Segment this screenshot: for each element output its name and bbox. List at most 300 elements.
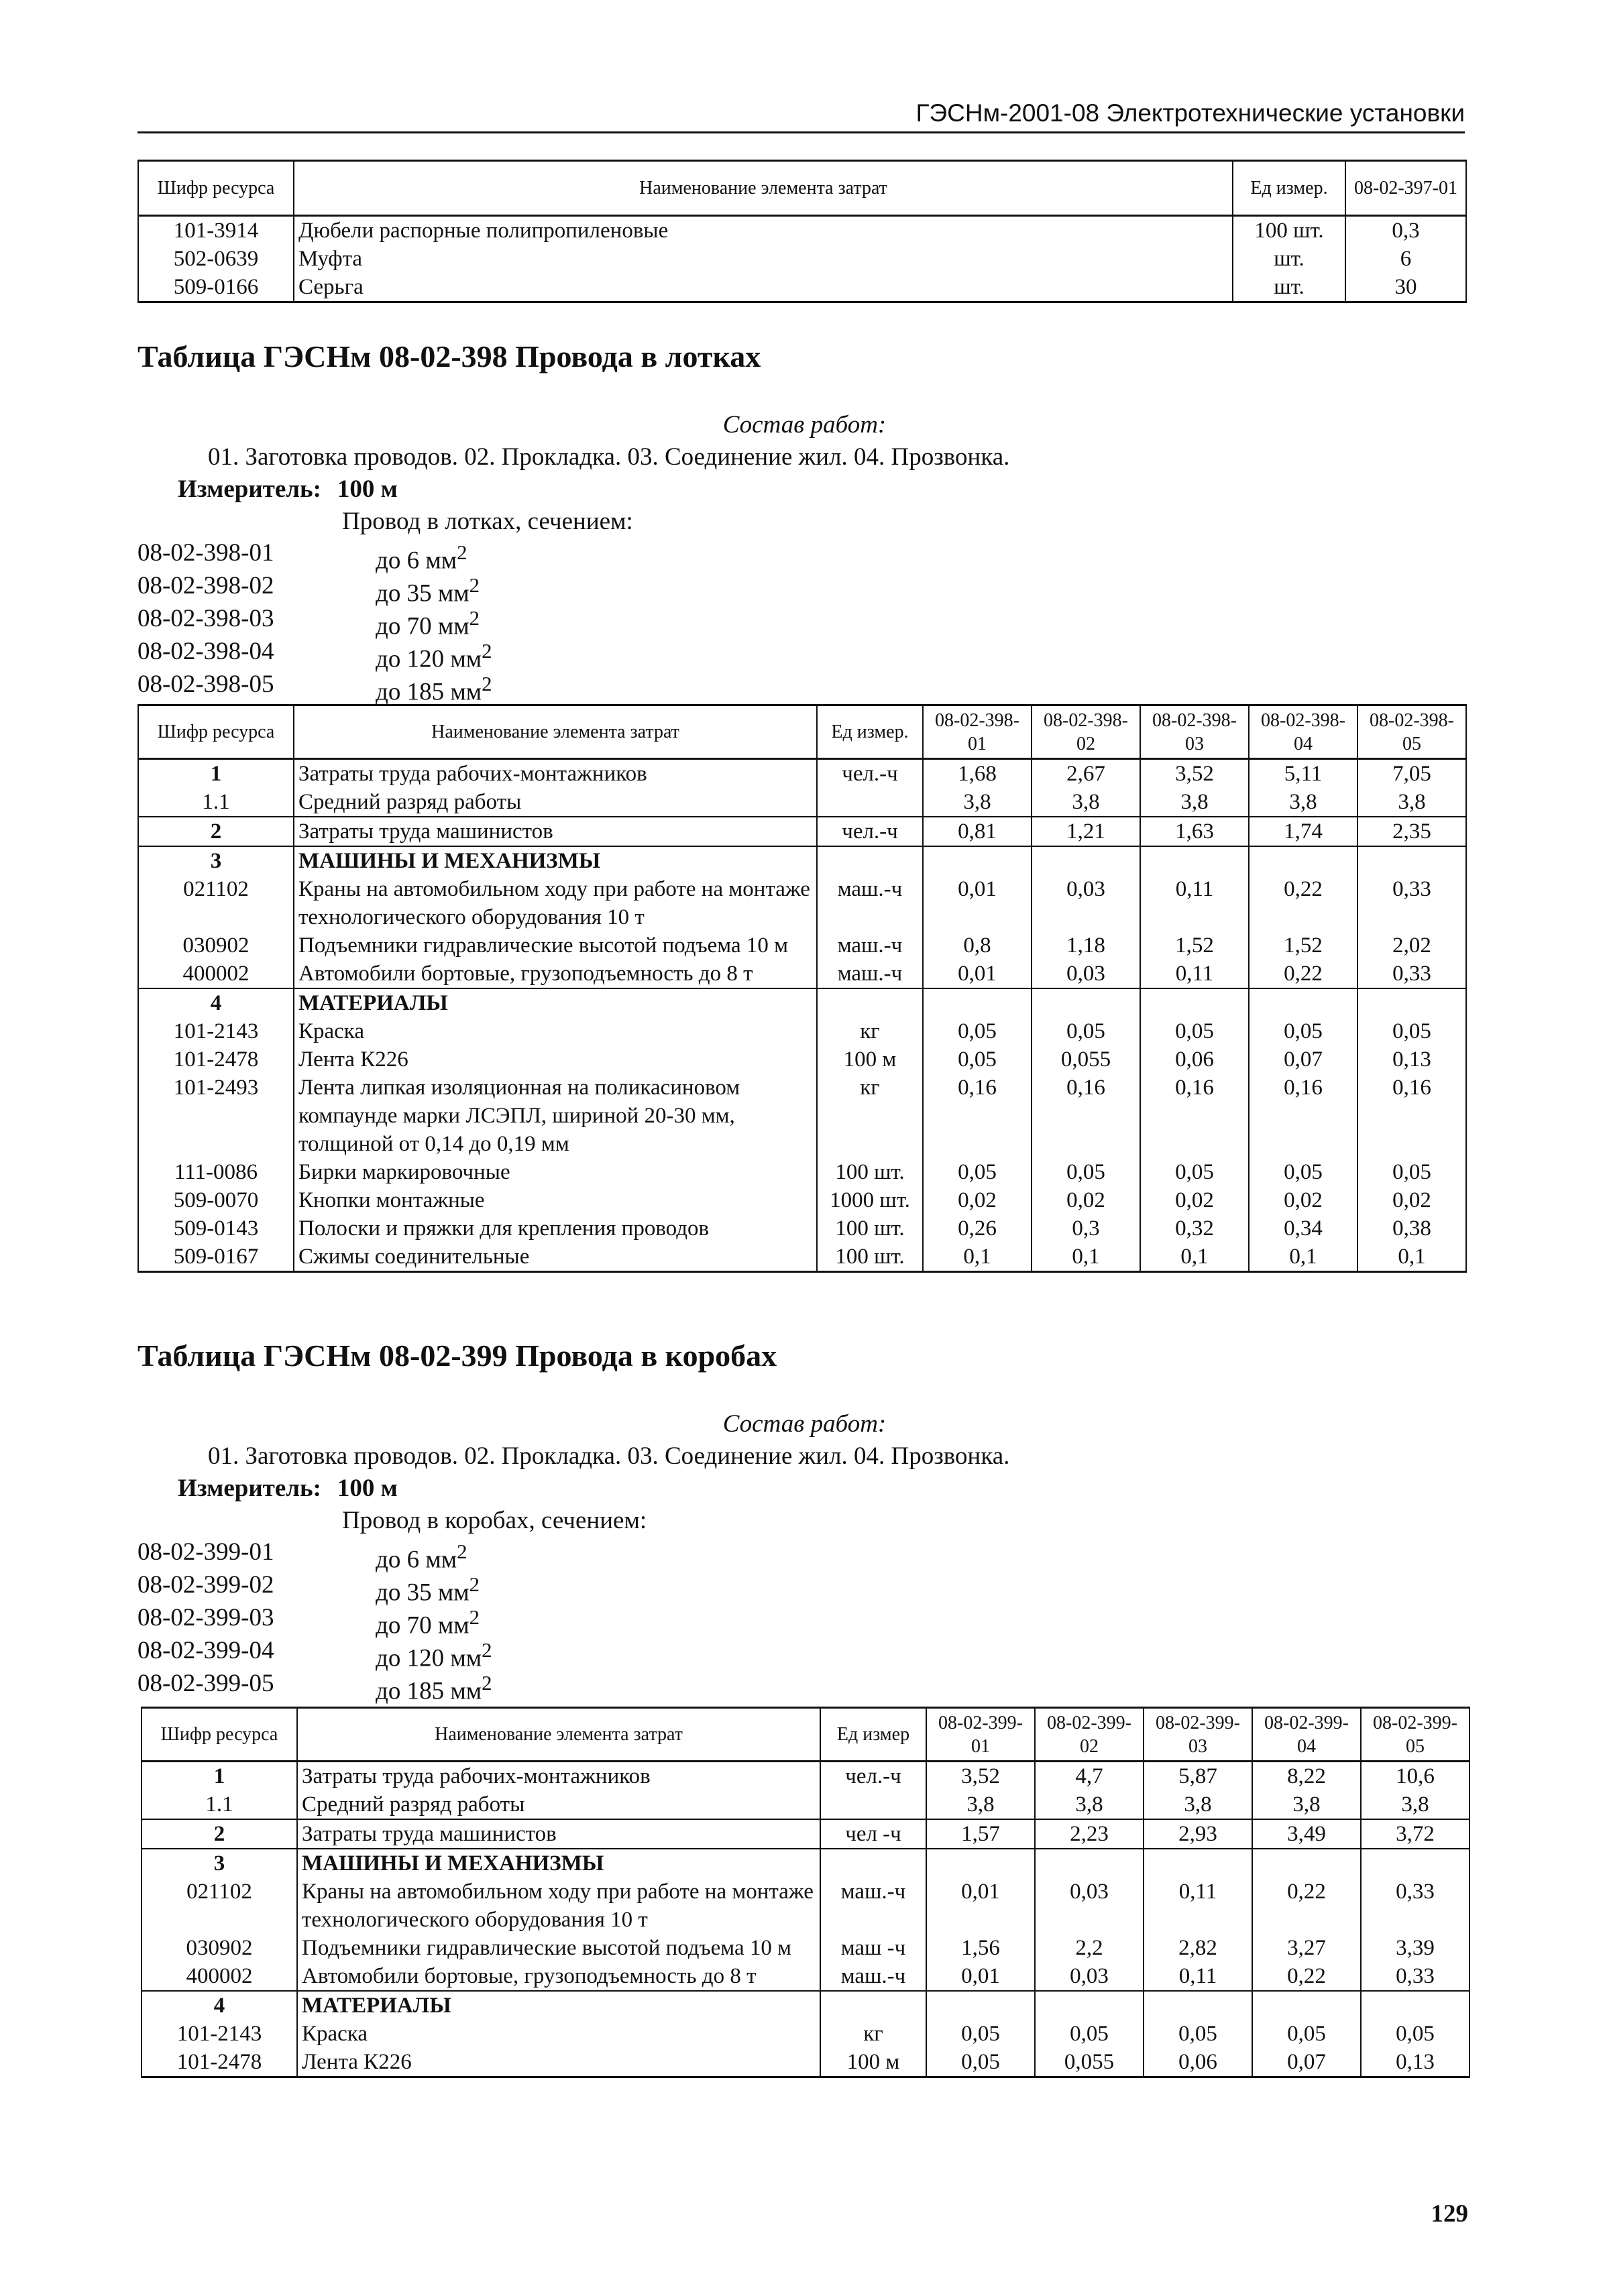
table-row [138, 817, 1466, 846]
spec-item [137, 668, 492, 706]
resource-value: 0,07 [1249, 1045, 1357, 1074]
resource-name: Автомобили бортовые, грузоподъемность до 8 т [297, 1962, 820, 1991]
resource-unit: 1000 шт. [817, 1186, 923, 1214]
resource-name: МАШИНЫ И МЕХАНИЗМЫ [297, 1849, 820, 1878]
resource-value: 0,33 [1361, 1878, 1469, 1934]
resource-value: 0,02 [1249, 1186, 1357, 1214]
col-norm-header: 08-02-399-04 [1252, 1708, 1361, 1762]
resource-value: 0,16 [923, 1074, 1032, 1158]
table-row [142, 1991, 1469, 2020]
resource-value [1144, 1991, 1252, 2020]
section-398-meter [178, 475, 398, 504]
section-399-works: 01. Заготовка проводов. 02. Прокладка. 03. Соединение жил. 04. Прозвонка. [208, 1442, 1010, 1470]
resource-value: 0,06 [1140, 1045, 1249, 1074]
section-399-title: Таблица ГЭСНм 08-02-399 Провода в коробах [137, 1338, 777, 1373]
resource-value: 3,52 [1140, 759, 1249, 789]
col-norm-header: 08-02-399-01 [926, 1708, 1035, 1762]
resource-value: 0,22 [1252, 1962, 1361, 1991]
resource-value: 0,8 [923, 931, 1032, 960]
resource-value: 1,74 [1249, 817, 1357, 846]
resource-value: 0,1 [1140, 1243, 1249, 1272]
meter-label: Измеритель: [178, 1475, 321, 1502]
section-398-intro: Провод в лотках, сечением: [342, 508, 633, 535]
resource-value: 0,16 [1249, 1074, 1357, 1158]
resource-unit: чел.-ч [817, 759, 923, 789]
resource-code: 101-2143 [138, 1017, 294, 1045]
resource-value: 0,03 [1032, 875, 1140, 931]
resource-code: 1 [142, 1762, 297, 1791]
col-name-header: Наименование элемента затрат [297, 1708, 820, 1762]
spec-code: 08-02-399-04 [137, 1637, 274, 1664]
table-row [142, 1790, 1469, 1819]
resource-value: 5,87 [1144, 1762, 1252, 1791]
resource-value: 0,055 [1032, 1045, 1140, 1074]
section-399-intro: Провод в коробах, сечением: [342, 1507, 647, 1534]
col-unit-header: Ед измер [820, 1708, 926, 1762]
resource-value: 0,01 [926, 1962, 1035, 1991]
resource-value: 0,33 [1361, 1962, 1469, 1991]
resource-value: 0,02 [1357, 1186, 1466, 1214]
resource-value: 4,7 [1035, 1762, 1144, 1791]
resource-value: 0,22 [1249, 875, 1357, 931]
col-name-header: Наименование элемента затрат [294, 705, 817, 759]
resource-unit: маш -ч [820, 1934, 926, 1962]
resource-name: МАТЕРИАЛЫ [294, 988, 817, 1017]
resource-name: Автомобили бортовые, грузоподъемность до 8 т [294, 960, 817, 988]
resource-value: 1,21 [1032, 817, 1140, 846]
resource-value: 0,05 [1140, 1158, 1249, 1186]
resource-value: 3,52 [926, 1762, 1035, 1791]
resource-value [1035, 1849, 1144, 1878]
resource-unit: кг [817, 1017, 923, 1045]
resource-value: 0,26 [923, 1214, 1032, 1243]
table-row [142, 1819, 1469, 1849]
resource-value: 0,22 [1252, 1878, 1361, 1934]
resource-value [1249, 988, 1357, 1017]
spec-item [137, 536, 492, 575]
resource-value: 3,8 [1144, 1790, 1252, 1819]
resource-value [1357, 988, 1466, 1017]
resource-code: 2 [138, 817, 294, 846]
resource-value: 1,56 [926, 1934, 1035, 1962]
resource-value: 30 [1345, 273, 1466, 302]
col-norm-header: 08-02-398-04 [1249, 705, 1357, 759]
resource-value: 3,8 [1035, 1790, 1144, 1819]
resource-value: 0,03 [1032, 960, 1140, 988]
resource-value: 0,05 [926, 2048, 1035, 2077]
resource-value: 0,07 [1252, 2048, 1361, 2077]
resource-value: 1,18 [1032, 931, 1140, 960]
col-unit-header: Ед измер. [1233, 161, 1345, 216]
table-row [142, 1962, 1469, 1991]
resource-value: 0,05 [1035, 2020, 1144, 2048]
resource-value: 0,3 [1345, 216, 1466, 245]
resource-code: 021102 [142, 1878, 297, 1934]
resource-name: Лента К226 [297, 2048, 820, 2077]
spec-text: до 185 $мм^2$ [376, 673, 492, 706]
col-norm-header: 08-02-398-05 [1357, 705, 1466, 759]
resource-value: 1,52 [1140, 931, 1249, 960]
resource-value: 0,11 [1140, 960, 1249, 988]
table-row [142, 1878, 1469, 1934]
resource-unit: маш.-ч [820, 1962, 926, 1991]
resource-value [1032, 846, 1140, 875]
col-norm-header: 08-02-398-01 [923, 705, 1032, 759]
resource-value: 0,02 [1140, 1186, 1249, 1214]
resource-value: 0,38 [1357, 1214, 1466, 1243]
resource-value: 2,93 [1144, 1819, 1252, 1849]
spec-text: до 120 $мм^2$ [376, 640, 492, 673]
table-row [138, 1045, 1466, 1074]
resource-name: Краны на автомобильном ходу при работе на монтаже технологического оборудования 10 т [297, 1878, 820, 1934]
resource-value: 3,49 [1252, 1819, 1361, 1849]
resource-name: Подъемники гидравлические высотой подъема 10 м [297, 1934, 820, 1962]
resource-code: 3 [142, 1849, 297, 1878]
col-norm-header: 08-02-399-05 [1361, 1708, 1469, 1762]
spec-code: 08-02-399-05 [137, 1670, 274, 1697]
resource-value: 1,52 [1249, 931, 1357, 960]
resource-name: МАШИНЫ И МЕХАНИЗМЫ [294, 846, 817, 875]
resource-name: Средний разряд работы [294, 788, 817, 817]
resource-unit [817, 788, 923, 817]
table-row [138, 273, 1466, 302]
resource-code: 101-2493 [138, 1074, 294, 1158]
col-name-header: Наименование элемента затрат [294, 161, 1233, 216]
resource-unit [817, 846, 923, 875]
resource-value: 3,8 [1361, 1790, 1469, 1819]
resource-value: 0,05 [1361, 2020, 1469, 2048]
resource-value: 0,1 [1357, 1243, 1466, 1272]
resource-value: 0,05 [926, 2020, 1035, 2048]
meter-value: 100 м [337, 1475, 398, 1502]
resource-value: 1,57 [926, 1819, 1035, 1849]
spec-text: до 70 $мм^2$ [376, 607, 480, 640]
resource-name: Полоски и пряжки для крепления проводов [294, 1214, 817, 1243]
resource-name: Подъемники гидравлические высотой подъема 10 м [294, 931, 817, 960]
spec-item [137, 635, 492, 673]
resource-code: 4 [138, 988, 294, 1017]
meter-value: 100 м [337, 475, 398, 503]
resource-value: 0,05 [1032, 1017, 1140, 1045]
resource-unit: шт. [1233, 273, 1345, 302]
resource-value: 3,8 [1357, 788, 1466, 817]
resource-name: Лента К226 [294, 1045, 817, 1074]
resource-value [1035, 1991, 1144, 2020]
resource-unit: кг [817, 1074, 923, 1158]
resource-value: 0,13 [1357, 1045, 1466, 1074]
resource-name: Затраты труда машинистов [297, 1819, 820, 1849]
table-row [142, 1934, 1469, 1962]
resource-value [1140, 988, 1249, 1017]
table-row [138, 1243, 1466, 1272]
table-row [138, 988, 1466, 1017]
resource-code: 400002 [138, 960, 294, 988]
resource-value: 0,05 [923, 1017, 1032, 1045]
resource-unit: 100 шт. [817, 1158, 923, 1186]
resource-unit: чел -ч [820, 1819, 926, 1849]
resource-value [1144, 1849, 1252, 1878]
resource-code: 2 [142, 1819, 297, 1849]
resource-name: Лента липкая изоляционная на поликасиновом компаунде марки ЛСЭПЛ, шириной 20-30 мм, толщиной от 0,14 до 0,19 мм [294, 1074, 817, 1158]
resource-code: 509-0166 [138, 273, 294, 302]
resource-code: 101-2478 [138, 1045, 294, 1074]
resource-value: 0,02 [1032, 1186, 1140, 1214]
resource-value: 0,01 [923, 875, 1032, 931]
resource-code: 030902 [138, 931, 294, 960]
resource-unit: 100 шт. [817, 1243, 923, 1272]
col-code-header: Шифр ресурса [142, 1708, 297, 1762]
resource-value: 8,22 [1252, 1762, 1361, 1791]
resource-value: 0,22 [1249, 960, 1357, 988]
table-397-tail [137, 160, 1467, 303]
resource-value: 6 [1345, 245, 1466, 273]
resource-unit: маш.-ч [817, 931, 923, 960]
resource-code: 3 [138, 846, 294, 875]
spec-text: до 35 $мм^2$ [376, 574, 480, 608]
resource-value [926, 1991, 1035, 2020]
resource-value: 3,8 [1249, 788, 1357, 817]
table-row [142, 1762, 1469, 1791]
section-398-spec-list [137, 536, 492, 706]
resource-name: Краска [294, 1017, 817, 1045]
resource-value: 0,33 [1357, 875, 1466, 931]
resource-name: Краска [297, 2020, 820, 2048]
resource-value [1252, 1991, 1361, 2020]
table-row [138, 1186, 1466, 1214]
section-399-composition-label: Состав работ: [722, 1410, 887, 1438]
resource-value: 0,16 [1032, 1074, 1140, 1158]
resource-value: 3,8 [1252, 1790, 1361, 1819]
resource-value [923, 988, 1032, 1017]
table-399 [141, 1707, 1470, 2078]
spec-item [137, 602, 492, 640]
resource-value: 5,11 [1249, 759, 1357, 789]
resource-value: 3,8 [923, 788, 1032, 817]
spec-item [137, 1536, 492, 1574]
resource-value: 3,8 [1032, 788, 1140, 817]
section-399-spec-list [137, 1536, 492, 1705]
resource-name: Кнопки монтажные [294, 1186, 817, 1214]
col-norm-header: 08-02-398-03 [1140, 705, 1249, 759]
table-row [138, 216, 1466, 245]
resource-value: 0,05 [1249, 1017, 1357, 1045]
table-398 [137, 704, 1467, 1273]
spec-code: 08-02-398-03 [137, 605, 274, 632]
resource-value: 0,1 [1249, 1243, 1357, 1272]
resource-name: Затраты труда рабочих-монтажников [297, 1762, 820, 1791]
resource-value [1140, 846, 1249, 875]
resource-unit: маш.-ч [817, 875, 923, 931]
resource-unit: 100 шт. [817, 1214, 923, 1243]
resource-value: 2,82 [1144, 1934, 1252, 1962]
resource-value: 0,05 [1032, 1158, 1140, 1186]
resource-name: Краны на автомобильном ходу при работе на монтаже технологического оборудования 10 т [294, 875, 817, 931]
resource-value: 0,05 [1140, 1017, 1249, 1045]
resource-value: 0,13 [1361, 2048, 1469, 2077]
resource-name: Бирки маркировочные [294, 1158, 817, 1186]
resource-code: 509-0143 [138, 1214, 294, 1243]
resource-unit: чел.-ч [820, 1762, 926, 1791]
spec-item [137, 1568, 492, 1607]
resource-value: 7,05 [1357, 759, 1466, 789]
spec-code: 08-02-399-01 [137, 1538, 274, 1566]
resource-value: 3,39 [1361, 1934, 1469, 1962]
section-398-composition-label: Состав работ: [722, 411, 887, 439]
resource-code: 4 [142, 1991, 297, 2020]
resource-value: 0,05 [1357, 1017, 1466, 1045]
resource-value: 0,3 [1032, 1214, 1140, 1243]
resource-value: 1,63 [1140, 817, 1249, 846]
col-norm-header: 08-02-398-02 [1032, 705, 1140, 759]
table-row [138, 788, 1466, 817]
resource-value [1249, 846, 1357, 875]
resource-unit: маш.-ч [817, 960, 923, 988]
resource-unit: шт. [1233, 245, 1345, 273]
resource-value: 0,1 [1032, 1243, 1140, 1272]
table-row [138, 1158, 1466, 1186]
resource-value: 10,6 [1361, 1762, 1469, 1791]
resource-unit [817, 988, 923, 1017]
resource-value: 0,05 [923, 1045, 1032, 1074]
resource-value [923, 846, 1032, 875]
section-399-meter [178, 1474, 398, 1503]
table-row [138, 1017, 1466, 1045]
resource-value: 0,02 [923, 1186, 1032, 1214]
resource-value: 0,34 [1249, 1214, 1357, 1243]
resource-code: 1.1 [142, 1790, 297, 1819]
spec-text: до 6 $мм^2$ [376, 1540, 467, 1574]
resource-value [1361, 1849, 1469, 1878]
resource-name: Дюбели распорные полипропиленовые [294, 216, 1233, 245]
col-norm-header: 08-02-399-03 [1144, 1708, 1252, 1762]
resource-value: 0,16 [1357, 1074, 1466, 1158]
table-row [138, 759, 1466, 789]
resource-value: 3,72 [1361, 1819, 1469, 1849]
resource-code: 1 [138, 759, 294, 789]
spec-item [137, 1634, 492, 1672]
resource-value [926, 1849, 1035, 1878]
spec-text: до 6 $мм^2$ [376, 541, 467, 575]
resource-value: 0,11 [1140, 875, 1249, 931]
resource-value: 0,055 [1035, 2048, 1144, 2077]
resource-unit: 100 м [817, 1045, 923, 1074]
resource-unit [820, 1790, 926, 1819]
resource-name: МАТЕРИАЛЫ [297, 1991, 820, 2020]
resource-code: 030902 [142, 1934, 297, 1962]
section-398-works: 01. Заготовка проводов. 02. Прокладка. 03. Соединение жил. 04. Прозвонка. [208, 443, 1010, 471]
table-row [138, 960, 1466, 988]
meter-label: Измеритель: [178, 475, 321, 503]
table-row [142, 1849, 1469, 1878]
resource-value: 2,23 [1035, 1819, 1144, 1849]
resource-value: 3,27 [1252, 1934, 1361, 1962]
table-row [138, 846, 1466, 875]
resource-value: 0,03 [1035, 1878, 1144, 1934]
resource-value: 0,01 [926, 1878, 1035, 1934]
resource-code: 400002 [142, 1962, 297, 1991]
resource-unit: 100 шт. [1233, 216, 1345, 245]
resource-name: Сжимы соединительные [294, 1243, 817, 1272]
resource-unit [820, 1849, 926, 1878]
resource-value: 0,32 [1140, 1214, 1249, 1243]
spec-code: 08-02-398-01 [137, 539, 274, 567]
resource-value: 0,01 [923, 960, 1032, 988]
resource-name: Затраты труда машинистов [294, 817, 817, 846]
col-unit-header: Ед измер. [817, 705, 923, 759]
resource-value: 0,05 [1144, 2020, 1252, 2048]
resource-value [1361, 1991, 1469, 2020]
resource-value: 2,35 [1357, 817, 1466, 846]
resource-name: Средний разряд работы [297, 1790, 820, 1819]
resource-unit: 100 м [820, 2048, 926, 2077]
resource-value [1357, 846, 1466, 875]
table-row [138, 931, 1466, 960]
table-row [142, 2048, 1469, 2077]
col-code-head-1: 08-02-397-01 [1345, 161, 1466, 216]
col-code-header: Шифр ресурса [138, 705, 294, 759]
table-row [138, 1214, 1466, 1243]
resource-code: 509-0070 [138, 1186, 294, 1214]
resource-value: 0,81 [923, 817, 1032, 846]
table-row [142, 2020, 1469, 2048]
resource-name: Серьга [294, 273, 1233, 302]
spec-item [137, 569, 492, 608]
col-norm-header: 08-02-399-02 [1035, 1708, 1144, 1762]
table-row [138, 875, 1466, 931]
resource-code: 101-3914 [138, 216, 294, 245]
running-header: ГЭСНм-2001-08 Электротехнические установки [137, 99, 1465, 133]
resource-code: 502-0639 [138, 245, 294, 273]
resource-code: 509-0167 [138, 1243, 294, 1272]
resource-code: 101-2143 [142, 2020, 297, 2048]
resource-code: 1.1 [138, 788, 294, 817]
section-398-title: Таблица ГЭСНм 08-02-398 Провода в лотках [137, 339, 761, 374]
col-code-header: Шифр ресурса [138, 161, 294, 216]
spec-item [137, 1601, 492, 1640]
resource-value: 0,1 [923, 1243, 1032, 1272]
spec-text: до 120 $мм^2$ [376, 1639, 492, 1672]
resource-value: 3,8 [1140, 788, 1249, 817]
resource-value: 3,8 [926, 1790, 1035, 1819]
resource-value: 2,67 [1032, 759, 1140, 789]
resource-unit [820, 1991, 926, 2020]
resource-code: 021102 [138, 875, 294, 931]
spec-code: 08-02-398-02 [137, 572, 274, 599]
resource-value: 0,11 [1144, 1878, 1252, 1934]
table-row [138, 1074, 1466, 1158]
resource-code: 101-2478 [142, 2048, 297, 2077]
spec-code: 08-02-398-05 [137, 671, 274, 698]
resource-unit: маш.-ч [820, 1878, 926, 1934]
resource-value: 2,2 [1035, 1934, 1144, 1962]
resource-unit: чел.-ч [817, 817, 923, 846]
resource-value: 1,68 [923, 759, 1032, 789]
resource-value: 0,05 [1252, 2020, 1361, 2048]
spec-text: до 185 $мм^2$ [376, 1672, 492, 1705]
resource-value: 0,06 [1144, 2048, 1252, 2077]
resource-name: Муфта [294, 245, 1233, 273]
resource-value: 0,11 [1144, 1962, 1252, 1991]
spec-text: до 70 $мм^2$ [376, 1606, 480, 1640]
resource-code: 111-0086 [138, 1158, 294, 1186]
resource-value: 0,16 [1140, 1074, 1249, 1158]
table-row [138, 245, 1466, 273]
resource-name: Затраты труда рабочих-монтажников [294, 759, 817, 789]
spec-code: 08-02-399-02 [137, 1571, 274, 1599]
page-number: 129 [1431, 2200, 1468, 2228]
spec-text: до 35 $мм^2$ [376, 1573, 480, 1607]
resource-value: 0,05 [923, 1158, 1032, 1186]
